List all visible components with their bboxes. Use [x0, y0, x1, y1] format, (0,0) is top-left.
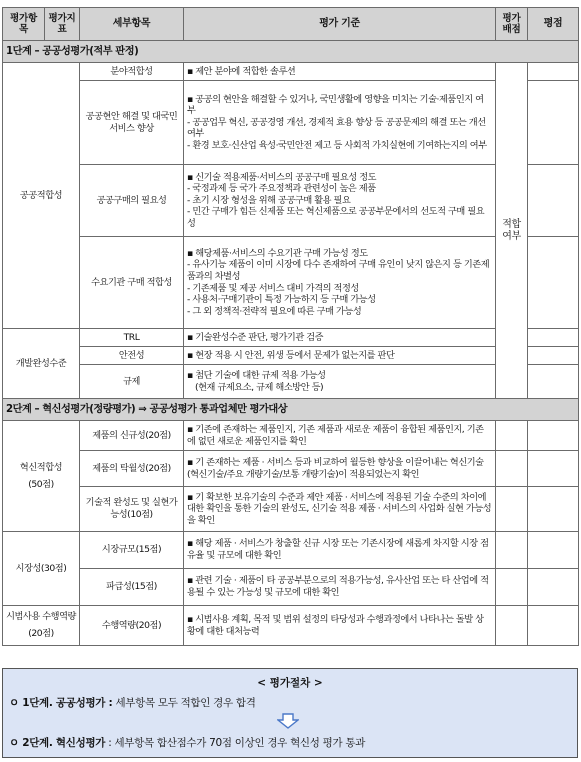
score-fit-cell [496, 63, 528, 399]
criteria-line: ▪ 기 존재하는 제품 · 서비스 등과 비교하여 월등한 향상을 이끌어내는 혁신기술(혁신기술/주요 개량기술/보통 개량기술)이 적용되었는지 확인 [187, 456, 484, 480]
criteria-line: - 민간 구매가 힘든 신제품 또는 혁신제품으로 공공부문에서의 선도적 구매 필요성 [187, 206, 485, 229]
criteria-cell [184, 365, 496, 399]
header-eval-indicator: 평가지표 [45, 8, 80, 41]
criteria-line: ▪ 현장 적용 시 안전, 위생 등에서 문제가 없는지를 판단 [187, 349, 395, 361]
table-row [3, 421, 579, 451]
table-row [3, 63, 579, 81]
category-points: (20점) [28, 628, 54, 639]
criteria-cell [184, 347, 496, 365]
criteria-line: ▪ 기술완성수준 판단, 평가기관 검증 [187, 331, 324, 343]
detail-item: 시장규모(15점) [80, 532, 184, 569]
score-cell[interactable] [496, 569, 528, 606]
rating-cell[interactable] [528, 237, 579, 329]
criteria-line: ▪ 기 확보한 보유기술의 수준과 제안 제품 · 서비스에 적용된 기술 수준의 차이에 대한 확인을 통한 기술의 완성도, 신기술 적용 제품 · 서비스의 사업화 실현 가능성을 확인 [187, 491, 492, 526]
stage-row [3, 399, 579, 421]
rating-cell[interactable] [528, 569, 579, 606]
procedure-title: < 평가절차 > [257, 677, 323, 689]
category-name: 개발완성수준 [15, 357, 67, 369]
criteria-line: ▪ 시범사용 계획, 목적 및 범위 설정의 타당성과 수행과정에서 나타나는 돌발 상황에 대한 대처능력 [187, 613, 484, 637]
category-name: 공공적합성 [19, 189, 63, 201]
table-row [3, 237, 579, 329]
table-row [3, 606, 579, 646]
category-cell [3, 63, 80, 329]
criteria-line: ▪ 해당 제품 · 서비스가 창출할 신규 시장 또는 기존시장에 새롭게 차지할 시장 점유율 및 규모에 대한 확인 [187, 538, 489, 561]
criteria-line: ▪ 신기술 적용제품·서비스의 공공구매 필요성 정도 [187, 171, 377, 183]
detail-item: 수요기관 구매 적합성 [80, 237, 184, 329]
procedure-box [2, 668, 578, 758]
category-name: 혁신적합성 [19, 461, 63, 473]
procedure-step-1-label: ㅇ 1단계. 공공성평가 : [9, 697, 113, 709]
detail-item: 제품의 탁월성(20점) [80, 451, 184, 487]
table-row [3, 487, 579, 532]
criteria-cell [184, 532, 496, 569]
criteria-line: - 환경 보호·신산업 육성·국민안전 제고 등 사회적 가치실현에 기여하는지의 여부 [187, 139, 487, 151]
table-row [3, 165, 579, 237]
procedure-step-2-text: : 세부항목 합산점수가 70점 이상인 경우 혁신성 평가 통과 [105, 737, 366, 749]
criteria-line: ▪ 해당제품·서비스의 수요기관 구매 가능성 정도 [187, 247, 368, 259]
header-criteria: 평가 기준 [184, 8, 496, 41]
table-row [3, 81, 579, 165]
criteria-cell [184, 329, 496, 347]
detail-item: 수행역량(20점) [80, 606, 184, 646]
criteria-line: ▪ 관련 기술 · 제품이 타 공공부분으로의 적용가능성, 유사산업 또는 타 산업에 적용될 수 있는 가능성 및 규모에 대한 확인 [187, 575, 489, 598]
detail-item: 분야적합성 [80, 63, 184, 81]
score-cell[interactable] [496, 451, 528, 487]
rating-cell[interactable] [528, 165, 579, 237]
detail-item: 공공구매의 필요성 [80, 165, 184, 237]
category-cell [3, 421, 80, 532]
criteria-line: - 사용처·구매기관이 특정 가능하지 등 구매 가능성 [187, 294, 376, 306]
down-arrow-icon [277, 713, 299, 729]
criteria-cell [184, 569, 496, 606]
category-name: 시범사용 수행역량 [6, 611, 76, 623]
detail-item: 기술적 완성도 및 실현가능성(10점) [80, 487, 184, 532]
score-fit-label: 적합여부 [502, 218, 521, 242]
table-row [3, 451, 579, 487]
rating-cell[interactable] [528, 606, 579, 646]
detail-item: 규제 [80, 365, 184, 399]
rating-cell[interactable] [528, 63, 579, 81]
table-row [3, 329, 579, 347]
category-cell [3, 329, 80, 399]
procedure-step-2 [9, 735, 365, 750]
criteria-cell [184, 606, 496, 646]
table-row [3, 347, 579, 365]
procedure-step-1-text: 세부항목 모두 적합인 경우 합격 [112, 697, 256, 709]
criteria-line: (현재 규제요소, 규제 해소방안 등) [195, 381, 324, 393]
procedure-step-1 [9, 695, 256, 710]
header-row [3, 8, 579, 41]
stage-row [3, 41, 579, 63]
detail-item: 안전성 [80, 347, 184, 365]
header-score: 평가배점 [496, 8, 528, 41]
table-row [3, 532, 579, 569]
rating-cell[interactable] [528, 532, 579, 569]
detail-item: 제품의 신규성(20점) [80, 421, 184, 451]
rating-cell[interactable] [528, 487, 579, 532]
criteria-cell [184, 165, 496, 237]
header-rating: 평점 [528, 8, 579, 41]
score-cell[interactable] [496, 606, 528, 646]
criteria-line: - 국정과제 등 국가 주요정책과 관련성이 높은 제품 [187, 183, 376, 195]
rating-cell[interactable] [528, 365, 579, 399]
evaluation-table [2, 7, 579, 646]
criteria-line: - 유사기능 제품이 이미 시장에 다수 존재하여 구매 유인이 낮지 않은지 등 기존제품과의 차별성 [187, 259, 490, 282]
detail-item: TRL [80, 329, 184, 347]
rating-cell[interactable] [528, 81, 579, 165]
category-points: (50점) [28, 478, 54, 490]
criteria-line: ▪ 제안 분야에 적합한 솔루션 [187, 65, 296, 77]
category-name: 시장성(30점) [15, 562, 67, 574]
category-cell [3, 606, 80, 646]
table-body [3, 41, 579, 646]
score-cell[interactable] [496, 532, 528, 569]
header-eval-item: 평가항목 [3, 8, 45, 41]
criteria-cell [184, 451, 496, 487]
rating-cell[interactable] [528, 347, 579, 365]
criteria-cell [184, 81, 496, 165]
criteria-line: ▪ 공공의 현안을 해결할 수 있거나, 국민생활에 영향을 미치는 기술·제품인지 여부 [187, 93, 484, 117]
criteria-cell [184, 237, 496, 329]
detail-item: 파급성(15점) [80, 569, 184, 606]
criteria-line: ▪ 첨단 기술에 대한 규제 적용 가능성 [187, 369, 326, 381]
procedure-step-2-label: ㅇ 2단계. 혁신성평가 [9, 737, 106, 749]
criteria-cell [184, 63, 496, 81]
criteria-line: - 초기 시장 형성을 위해 공공구매 활용 필요 [187, 194, 351, 206]
table-row [3, 569, 579, 606]
criteria-line: - 공공업무 혁신, 공공경영 개선, 경제적 효용 향상 등 공공문제의 해결 또는 개선 여부 [187, 116, 486, 140]
score-cell[interactable] [496, 421, 528, 451]
criteria-cell [184, 487, 496, 532]
header-detail-item: 세부항목 [80, 8, 184, 41]
criteria-line: - 기존제품 및 제공 서비스 대비 가격의 적정성 [187, 282, 359, 294]
criteria-cell [184, 421, 496, 451]
criteria-line: - 그 외 정책적·전략적 필요에 따른 구매 가능성 [187, 305, 362, 317]
table-row [3, 365, 579, 399]
score-cell[interactable] [496, 487, 528, 532]
rating-cell[interactable] [528, 451, 579, 487]
stage-title: 2단계 – 혁신성평가(정량평가) ⇒ 공공성평가 통과업체만 평가대상 [3, 399, 579, 421]
category-cell [3, 532, 80, 606]
stage-title: 1단계 – 공공성평가(적부 판정) [3, 41, 579, 63]
rating-cell[interactable] [528, 421, 579, 451]
detail-item: 공공현안 해결 및 대국민 서비스 향상 [80, 81, 184, 165]
criteria-line: ▪ 기존에 존재하는 제품인지, 기존 제품과 새로운 제품이 융합된 제품인지, 기존에 없던 새로운 제품인지를 확인 [187, 423, 484, 447]
rating-cell[interactable] [528, 329, 579, 347]
